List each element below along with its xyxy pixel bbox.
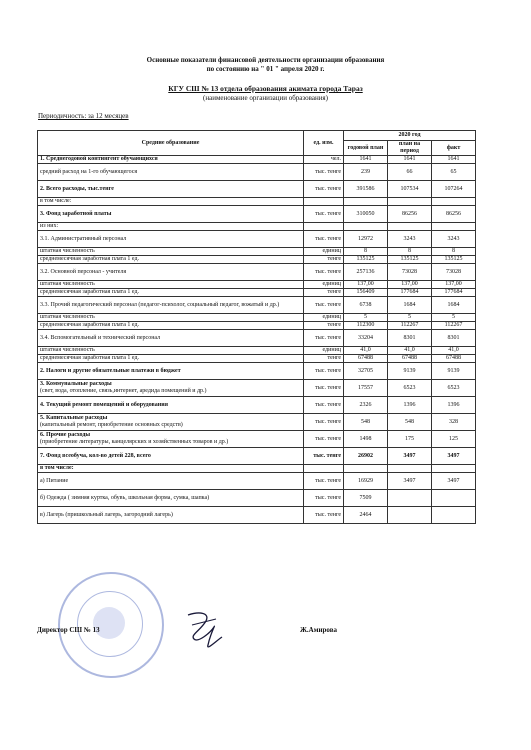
row-fact: 73028 — [432, 264, 476, 281]
table-row — [38, 490, 476, 507]
row-plan: 17557 — [344, 380, 388, 397]
col-header-name: Средние образование — [38, 131, 304, 156]
row-name-text: б) Одежда ( зимняя куртка, обувь, школьная форма, сумка, шапка) — [40, 494, 210, 501]
row-name — [38, 256, 304, 264]
row-fact — [432, 465, 476, 473]
row-plan: 1498 — [344, 431, 388, 448]
row-plan: 156409 — [344, 289, 388, 297]
row-name — [38, 156, 304, 164]
row-fact: 41,0 — [432, 347, 476, 355]
row-unit: тенге — [304, 256, 344, 264]
row-fact — [432, 507, 476, 524]
row-unit: чел. — [304, 156, 344, 164]
row-unit: тенге — [304, 322, 344, 330]
row-period — [388, 198, 432, 206]
row-period: 86256 — [388, 206, 432, 223]
col-header-unit: ед. изм. — [304, 131, 344, 156]
row-unit — [304, 223, 344, 231]
row-name — [38, 397, 304, 414]
row-fact: 177684 — [432, 289, 476, 297]
row-fact: 86256 — [432, 206, 476, 223]
row-name-text: 4. Текущий ремонт помещений и оборудования — [40, 401, 168, 408]
table-row — [38, 448, 476, 465]
row-name — [38, 248, 304, 256]
table-row — [38, 223, 476, 231]
row-period — [388, 490, 432, 507]
row-unit: тыс. тенге — [304, 231, 344, 248]
row-name-text: в том числе: — [40, 198, 72, 204]
row-name-text: средний расход на 1-го обучающегося — [40, 168, 138, 175]
row-name-text: 6. Прочие расходы — [40, 432, 91, 438]
row-plan: 41,0 — [344, 347, 388, 355]
row-fact: 1396 — [432, 397, 476, 414]
director-label: Директор СШ № 13 — [37, 626, 100, 634]
table-row — [38, 414, 476, 431]
row-plan: 310050 — [344, 206, 388, 223]
table-row — [38, 281, 476, 289]
row-fact — [432, 223, 476, 231]
row-name — [38, 322, 304, 330]
row-plan: 7509 — [344, 490, 388, 507]
col-header-plan: годовой план — [344, 141, 388, 156]
row-plan: 2326 — [344, 397, 388, 414]
row-unit: тенге — [304, 289, 344, 297]
row-fact — [432, 490, 476, 507]
row-fact: 5 — [432, 314, 476, 322]
row-name-text: штатная численность — [40, 314, 95, 320]
row-period — [388, 507, 432, 524]
row-name-text: 3. Фонд заработной платы — [40, 210, 112, 217]
table-row — [38, 297, 476, 314]
row-plan: 26902 — [344, 448, 388, 465]
row-name — [38, 347, 304, 355]
row-name-text: 5. Капитальные расходы — [40, 415, 108, 421]
row-period — [388, 223, 432, 231]
row-period: 6523 — [388, 380, 432, 397]
row-plan: 135125 — [344, 256, 388, 264]
row-period: 9139 — [388, 363, 432, 380]
row-name-note: (капитальный ремонт, приобретение основных средств) — [40, 422, 183, 428]
row-unit — [304, 198, 344, 206]
table-row — [38, 156, 476, 164]
row-unit: тыс. тенге — [304, 164, 344, 181]
row-fact: 6523 — [432, 380, 476, 397]
row-period: 67488 — [388, 355, 432, 363]
row-fact: 107264 — [432, 181, 476, 198]
row-fact: 67488 — [432, 355, 476, 363]
row-fact: 1684 — [432, 297, 476, 314]
row-unit: тыс. тенге — [304, 397, 344, 414]
col-header-period: план на период — [388, 141, 432, 156]
row-name — [38, 223, 304, 231]
table-row — [38, 355, 476, 363]
row-fact: 1641 — [432, 156, 476, 164]
row-fact: 125 — [432, 431, 476, 448]
row-name — [38, 231, 304, 248]
table-row — [38, 181, 476, 198]
row-plan: 6738 — [344, 297, 388, 314]
table-row — [38, 473, 476, 490]
row-period: 137,00 — [388, 281, 432, 289]
row-plan: 1641 — [344, 156, 388, 164]
period-label: Периодичность: за 12 месяцев — [38, 112, 129, 120]
table-row — [38, 322, 476, 330]
row-plan: 239 — [344, 164, 388, 181]
row-period: 177684 — [388, 289, 432, 297]
report-date: по состоянию на " 01 " апреля 2020 г. — [206, 65, 325, 73]
table-row — [38, 256, 476, 264]
row-name — [38, 206, 304, 223]
row-unit: единиц — [304, 281, 344, 289]
table-row — [38, 264, 476, 281]
row-name — [38, 380, 304, 397]
row-period — [388, 465, 432, 473]
row-period: 3497 — [388, 473, 432, 490]
table-row — [38, 314, 476, 322]
row-fact: 3497 — [432, 448, 476, 465]
row-unit: тыс. тенге — [304, 414, 344, 431]
row-fact: 328 — [432, 414, 476, 431]
row-period: 5 — [388, 314, 432, 322]
row-period: 1684 — [388, 297, 432, 314]
row-name-text: штатная численность — [40, 281, 95, 287]
row-name — [38, 330, 304, 347]
row-name-text: в том числе: — [40, 465, 74, 471]
org-name: КГУ СШ № 13 отдела образования акимата города Тараз — [168, 84, 363, 93]
official-stamp — [58, 572, 164, 678]
row-name — [38, 473, 304, 490]
row-name — [38, 363, 304, 380]
row-period: 3497 — [388, 448, 432, 465]
row-plan: 137,00 — [344, 281, 388, 289]
row-period: 1396 — [388, 397, 432, 414]
row-plan — [344, 223, 388, 231]
row-period: 175 — [388, 431, 432, 448]
row-period: 41,0 — [388, 347, 432, 355]
row-fact: 137,00 — [432, 281, 476, 289]
row-period: 135125 — [388, 256, 432, 264]
row-name — [38, 490, 304, 507]
row-unit: тыс. тенге — [304, 431, 344, 448]
row-name — [38, 414, 304, 431]
row-name — [38, 198, 304, 206]
row-name — [38, 264, 304, 281]
row-plan: 391586 — [344, 181, 388, 198]
row-name — [38, 297, 304, 314]
row-plan: 2464 — [344, 507, 388, 524]
row-unit: единиц — [304, 248, 344, 256]
row-name — [38, 355, 304, 363]
row-unit: тыс. тенге — [304, 181, 344, 198]
row-unit: тыс. тенге — [304, 448, 344, 465]
table-body — [38, 156, 476, 524]
row-unit: тыс. тенге — [304, 330, 344, 347]
table-row — [38, 363, 476, 380]
row-unit: тыс. тенге — [304, 206, 344, 223]
row-unit: тыс. тенге — [304, 297, 344, 314]
row-name-text: среднемесячная заработная плата 1 ед. — [40, 322, 139, 328]
row-name — [38, 164, 304, 181]
table-row — [38, 507, 476, 524]
row-plan: 257136 — [344, 264, 388, 281]
table-row — [38, 248, 476, 256]
table-row — [38, 206, 476, 223]
row-fact: 8 — [432, 248, 476, 256]
row-name — [38, 507, 304, 524]
row-name-text: 2. Всего расходы, тыс.тенге — [40, 185, 114, 192]
row-unit: единиц — [304, 314, 344, 322]
row-fact: 8301 — [432, 330, 476, 347]
row-name-text: в) Лагерь (пришкольный лагерь, загородний лагерь) — [40, 511, 173, 518]
row-name-text: 3.3. Прочий педагогический персонал (педагог-психолог, социальный педагог, вожатый и др.) — [40, 301, 280, 308]
row-period: 73028 — [388, 264, 432, 281]
row-name-note: (свет, вода, отопление, связь,интернет, аредида помещений и др.) — [40, 388, 207, 394]
row-plan: 8 — [344, 248, 388, 256]
row-unit: тыс. тенге — [304, 380, 344, 397]
org-caption: (наименование организации образования) — [203, 94, 328, 102]
row-unit: тыс. тенге — [304, 507, 344, 524]
row-unit: тыс. тенге — [304, 264, 344, 281]
row-name-text: из них: — [40, 223, 59, 229]
row-plan: 548 — [344, 414, 388, 431]
row-name-text: среднемесячная заработная плата 1 ед. — [40, 256, 139, 262]
table-row — [38, 380, 476, 397]
row-name — [38, 431, 304, 448]
row-unit — [304, 465, 344, 473]
table-row — [38, 198, 476, 206]
row-name — [38, 448, 304, 465]
table-row — [38, 347, 476, 355]
signer-name: Ж.Амирова — [300, 626, 338, 634]
table-row — [38, 465, 476, 473]
row-name-text: 3. Коммунальные расходы — [40, 381, 112, 387]
row-name — [38, 181, 304, 198]
row-period: 112267 — [388, 322, 432, 330]
row-name-text: 7. Фонд всеобуча, кол-во детей 228, всего — [40, 452, 151, 459]
row-fact — [432, 198, 476, 206]
row-fact: 135125 — [432, 256, 476, 264]
row-name-text: среднемесячная заработная плата 1 ед. — [40, 355, 139, 361]
report-title: Основные показатели финансовой деятельности организации образования — [146, 56, 385, 64]
row-name-text: 2. Налоги и другие обязательные платежи в бюджет — [40, 367, 181, 374]
col-header-year: 2020 год — [344, 131, 476, 141]
row-plan: 16929 — [344, 473, 388, 490]
row-plan: 67488 — [344, 355, 388, 363]
row-plan: 112300 — [344, 322, 388, 330]
row-unit: тыс. тенге — [304, 363, 344, 380]
row-name-text: 3.1. Административный персонал — [40, 235, 127, 242]
signature — [180, 605, 230, 655]
table-row — [38, 397, 476, 414]
row-plan: 32705 — [344, 363, 388, 380]
row-period: 3243 — [388, 231, 432, 248]
row-name-text: 3.2. Основной персонал - учителя — [40, 268, 127, 275]
row-plan — [344, 465, 388, 473]
col-header-fact: факт — [432, 141, 476, 156]
row-fact: 3497 — [432, 473, 476, 490]
row-name — [38, 314, 304, 322]
row-unit: тыс. тенге — [304, 490, 344, 507]
row-name-text: штатная численность — [40, 248, 95, 254]
row-plan: 12972 — [344, 231, 388, 248]
row-period: 1641 — [388, 156, 432, 164]
row-fact: 3243 — [432, 231, 476, 248]
row-name-note: (приобретение литературы, канцелярских и хозяйственных товаров и др.) — [40, 439, 229, 445]
row-period: 107534 — [388, 181, 432, 198]
row-name-text: 1. Среднегодовой контингент обучающихся — [40, 156, 158, 162]
row-period: 548 — [388, 414, 432, 431]
row-fact: 112267 — [432, 322, 476, 330]
row-name-text: а) Питание — [40, 477, 69, 484]
row-period: 66 — [388, 164, 432, 181]
table-row — [38, 431, 476, 448]
row-fact: 9139 — [432, 363, 476, 380]
table-row — [38, 231, 476, 248]
row-plan: 5 — [344, 314, 388, 322]
table-row — [38, 289, 476, 297]
row-fact: 65 — [432, 164, 476, 181]
table-row — [38, 164, 476, 181]
row-name — [38, 281, 304, 289]
row-period: 8301 — [388, 330, 432, 347]
row-unit: единиц — [304, 347, 344, 355]
row-name — [38, 465, 304, 473]
row-plan: 33204 — [344, 330, 388, 347]
row-name-text: 3.4. Вспомогательный и технический персонал — [40, 334, 161, 341]
row-plan — [344, 198, 388, 206]
row-unit: тенге — [304, 355, 344, 363]
row-period: 8 — [388, 248, 432, 256]
row-name-text: среднемесячная заработная плата 1 ед. — [40, 289, 139, 295]
financial-table — [37, 130, 476, 524]
row-name-text: штатная численность — [40, 347, 95, 353]
row-unit: тыс. тенге — [304, 473, 344, 490]
row-name — [38, 289, 304, 297]
table-row — [38, 330, 476, 347]
